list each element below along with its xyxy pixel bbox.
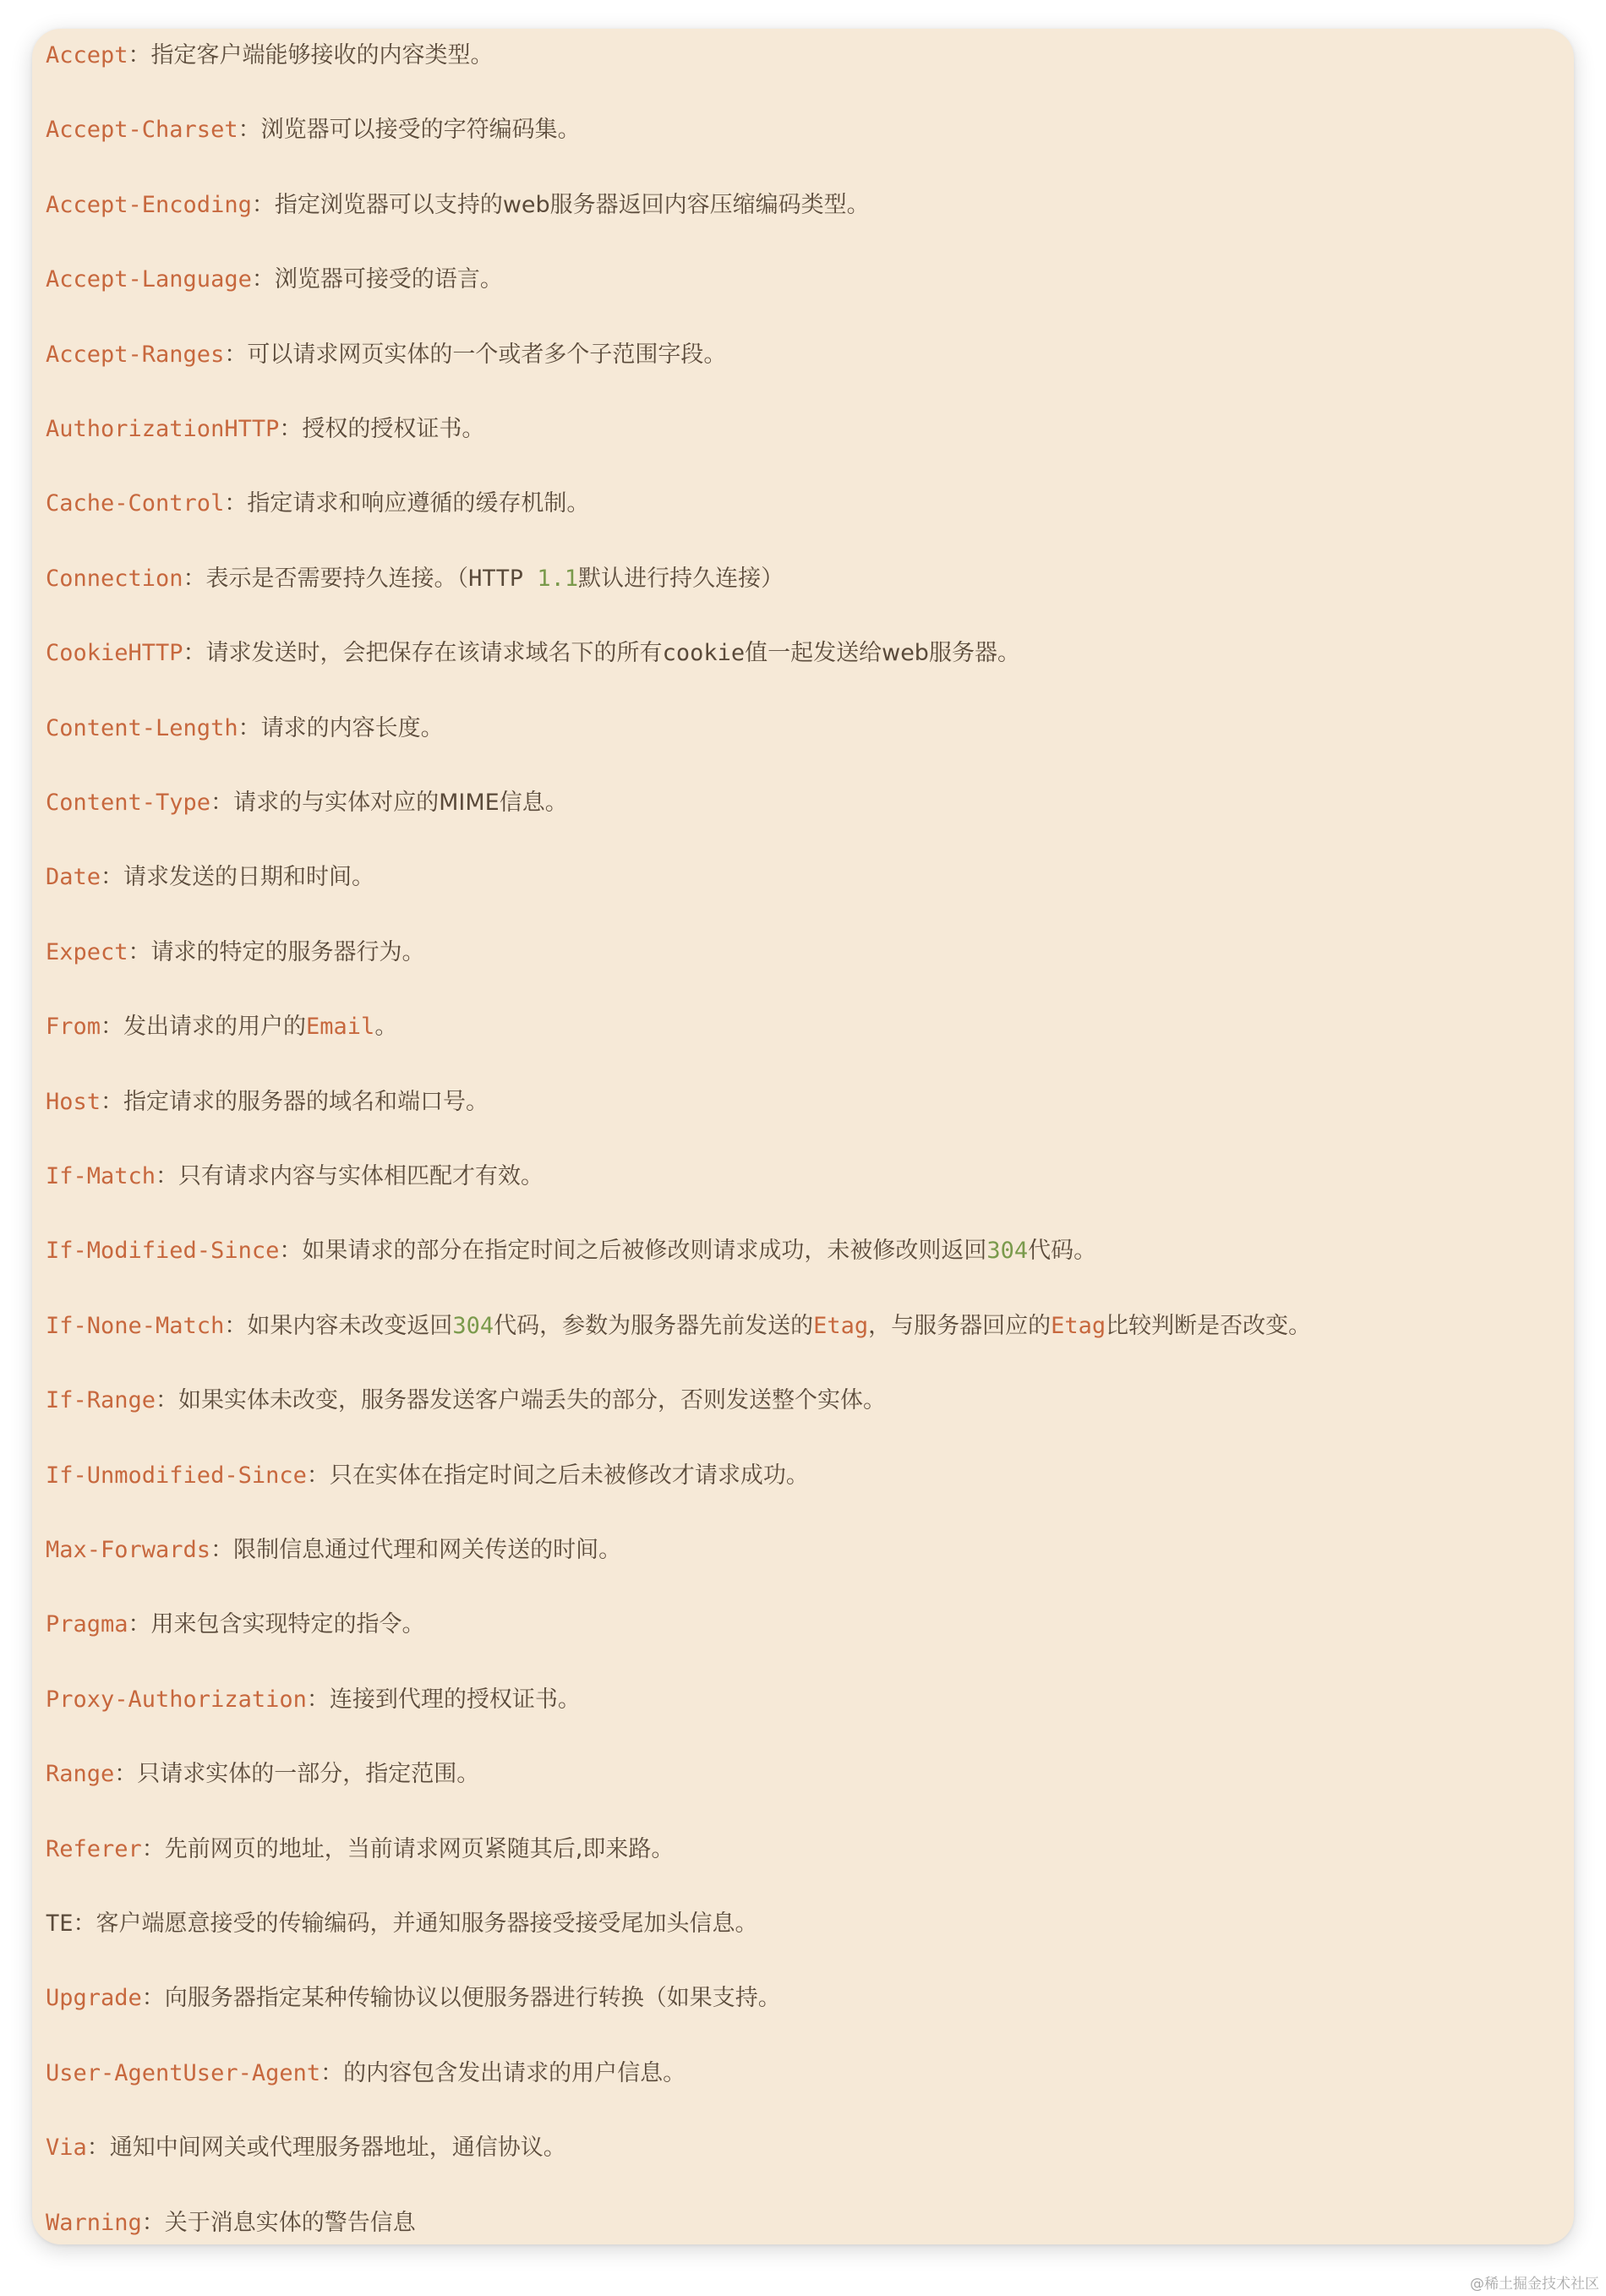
header-field-description: ：限制信息通过代理和网关传送的时间。: [210, 1537, 622, 1563]
header-field-description: ：向服务器指定某种传输协议以便服务器进行转换（如果支持。: [141, 1985, 781, 2012]
header-field-line: [46, 1680, 1565, 1720]
header-field-name: Host: [46, 1088, 101, 1115]
inline-code-token: Etag: [1051, 1312, 1106, 1339]
inline-code-token: 304: [452, 1312, 494, 1339]
header-field-name: Content-Length: [46, 714, 238, 741]
header-field-description: 值一起发送给web服务器。: [745, 640, 1020, 667]
header-field-name: Cache-Control: [46, 490, 225, 517]
inline-code-token: 1.1: [537, 565, 579, 592]
header-field-description: ：可以请求网页实体的一个或者多个子范围字段。: [224, 341, 727, 368]
header-field-line: [46, 1156, 1565, 1197]
header-field-line: [46, 1231, 1565, 1271]
header-field-name: Accept: [46, 42, 128, 68]
header-field-description: ：指定请求和响应遵循的缓存机制。: [224, 490, 590, 517]
header-field-line: [46, 185, 1565, 226]
header-field-description: ：请求的与实体对应的MIME信息。: [210, 790, 568, 816]
header-field-line: [46, 857, 1565, 898]
header-field-line: [46, 1829, 1565, 1870]
header-field-description: ：发出请求的用户的: [101, 1014, 307, 1041]
header-field-description: 代码，参数为服务器先前发送的: [494, 1312, 814, 1339]
header-field-name: Accept-Charset: [46, 117, 238, 144]
header-field-name: If-None-Match: [46, 1312, 225, 1339]
header-field-name: If-Range: [46, 1387, 156, 1414]
header-field-description: ：浏览器可接受的语言。: [251, 266, 503, 293]
header-field-description: ：浏览器可以接受的字符编码集。: [238, 117, 581, 144]
header-field-description: ：如果内容未改变返回: [224, 1312, 453, 1339]
header-field-description: ：指定请求的服务器的域名和端口号。: [101, 1088, 489, 1115]
header-field-line: [46, 932, 1565, 973]
header-field-name: Connection: [46, 565, 183, 592]
header-field-name: If-Modified-Since: [46, 1238, 280, 1265]
header-field-line: [46, 783, 1565, 823]
header-field-line: [46, 1306, 1565, 1347]
header-field-description: ：先前网页的地址，当前请求网页紧随其后,即来路。: [141, 1835, 675, 1862]
inline-code-token: 304: [986, 1238, 1029, 1265]
header-field-name: Accept-Language: [46, 266, 252, 293]
inline-code-token: TE: [46, 1911, 74, 1937]
header-field-line: [46, 1456, 1565, 1496]
header-field-line: [46, 1007, 1565, 1047]
header-field-line: [46, 1904, 1565, 1944]
header-field-description: ：请求的特定的服务器行为。: [128, 938, 425, 965]
header-field-name: Upgrade: [46, 1985, 142, 2012]
header-field-description: 代码。: [1028, 1238, 1097, 1265]
header-field-description: ：关于消息实体的警告信息: [141, 2209, 416, 2236]
header-field-line: [46, 2203, 1565, 2244]
header-field-name: If-Match: [46, 1163, 156, 1189]
header-field-description: ：如果实体未改变，服务器发送客户端丢失的部分，否则发送整个实体。: [156, 1387, 887, 1414]
header-field-name: Content-Type: [46, 790, 211, 816]
header-field-description: ：只有请求内容与实体相匹配才有效。: [156, 1163, 544, 1189]
header-field-line: [46, 2128, 1565, 2168]
header-field-name: From: [46, 1014, 101, 1041]
header-field-description: ：只请求实体的一部分，指定范围。: [114, 1761, 480, 1788]
header-field-name: CookieHTTP: [46, 640, 183, 667]
header-field-line: [46, 708, 1565, 749]
header-field-line: [46, 110, 1565, 150]
header-field-line: [46, 484, 1565, 524]
header-field-line: [46, 260, 1565, 300]
header-field-description: 。: [374, 1014, 398, 1041]
header-field-name: Via: [46, 2135, 87, 2162]
header-field-name: Date: [46, 864, 101, 891]
header-field-name: Referer: [46, 1835, 142, 1862]
header-field-name: If-Unmodified-Since: [46, 1462, 307, 1489]
header-field-name: Pragma: [46, 1611, 128, 1638]
header-field-description: ：请求发送时，会把保存在该请求域名下的所有: [183, 640, 663, 667]
header-field-description: ：用来包含实现特定的指令。: [128, 1611, 425, 1638]
header-field-description: ：如果请求的部分在指定时间之后被修改则请求成功，未被修改则返回: [279, 1238, 987, 1265]
header-field-description: ：请求的内容长度。: [238, 714, 444, 741]
header-field-name: Max-Forwards: [46, 1537, 211, 1563]
header-field-name: Range: [46, 1761, 115, 1788]
watermark: @稀土掘金技术社区: [1470, 2276, 1599, 2293]
header-field-description: ：表示是否需要持久连接。（: [183, 565, 469, 592]
header-field-description: ：指定客户端能够接收的内容类型。: [128, 42, 494, 68]
header-field-name: Accept-Ranges: [46, 341, 225, 368]
header-field-description: ：连接到代理的授权证书。: [306, 1686, 581, 1713]
header-field-line: [46, 1082, 1565, 1123]
header-field-name: Proxy-Authorization: [46, 1686, 307, 1713]
header-field-line: [46, 1604, 1565, 1645]
header-field-name: Accept-Encoding: [46, 191, 252, 218]
header-field-description: ：的内容包含发出请求的用户信息。: [320, 2059, 686, 2086]
header-field-line: [46, 36, 1565, 76]
header-field-description: ：只在实体在指定时间之后未被修改才请求成功。: [306, 1462, 809, 1489]
header-field-description: ，与服务器回应的: [868, 1312, 1052, 1339]
header-field-line: [46, 1530, 1565, 1571]
header-field-description: ：指定浏览器可以支持的web服务器返回内容压缩编码类型。: [251, 191, 870, 218]
header-field-line: [46, 633, 1565, 674]
header-field-description: ：客户端愿意接受的传输编码，并通知服务器接受接受尾加头信息。: [73, 1911, 758, 1937]
header-field-description: ：请求发送的日期和时间。: [101, 864, 375, 891]
header-field-line: [46, 1754, 1565, 1795]
header-field-line: [46, 2053, 1565, 2094]
inline-code-token: Etag: [813, 1312, 869, 1339]
inline-code-token: HTTP: [468, 565, 538, 592]
header-field-description: ：通知中间网关或代理服务器地址，通信协议。: [86, 2135, 566, 2162]
header-field-description: ：授权的授权证书。: [279, 416, 485, 442]
header-field-line: [46, 1380, 1565, 1421]
header-field-name: Warning: [46, 2209, 142, 2236]
inline-code-token: cookie: [662, 640, 746, 667]
header-field-line: [46, 1978, 1565, 2019]
header-field-name: Expect: [46, 938, 128, 965]
inline-code-token: Email: [306, 1014, 375, 1041]
header-field-line: [46, 409, 1565, 450]
header-field-line: [46, 559, 1565, 599]
header-field-description: 默认进行持久连接）: [578, 565, 784, 592]
header-field-name: User-AgentUser-Agent: [46, 2059, 321, 2086]
header-field-line: [46, 335, 1565, 375]
header-field-description: 比较判断是否改变。: [1106, 1312, 1312, 1339]
header-field-name: AuthorizationHTTP: [46, 416, 280, 442]
code-block: [32, 29, 1574, 2244]
